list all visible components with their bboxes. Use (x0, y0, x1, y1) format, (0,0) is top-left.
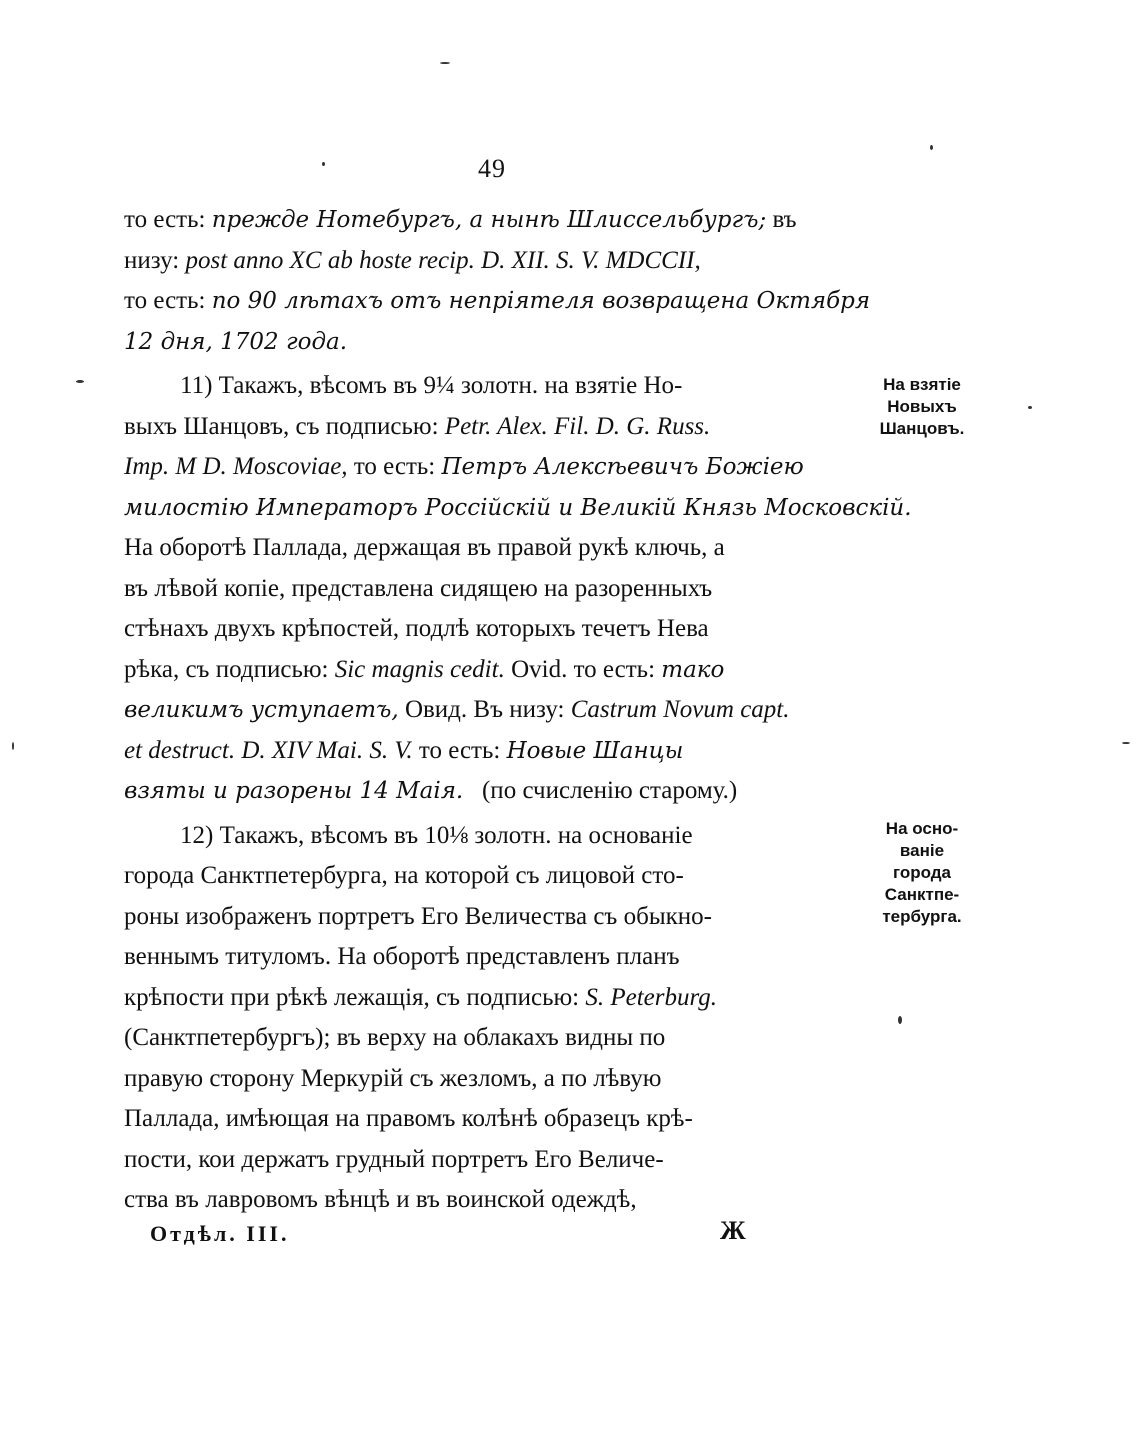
text-line (124, 447, 858, 488)
page-number: 49 (478, 154, 506, 183)
text-span: Паллада, имѣющая на правомъ колѣнѣ образецъ крѣ- (124, 1105, 693, 1132)
margin-note-line: Санктпе- (884, 885, 960, 904)
text-line (124, 1180, 858, 1221)
italic-span: Новые Шанцы (506, 737, 684, 764)
text-line (124, 731, 858, 772)
text-span: (Санктпетербургъ); въ верху на облакахъ видны по (124, 1024, 666, 1051)
text-span: выхъ Шанцовъ, съ подписью: (124, 412, 445, 440)
text-span: въ лѣвой копiе, представлена сидящею на разоренныхъ (124, 574, 713, 602)
signature-mark: Ж (720, 1216, 746, 1245)
italic-span: Imp. M D. Moscoviae, (124, 453, 348, 480)
text-span: пости, кои держатъ грудный портретъ Его Величе- (124, 1145, 664, 1173)
text-line (124, 816, 858, 857)
scan-speck (440, 62, 450, 64)
text-span: На оборотѣ Паллада, держащая въ правой рукѣ ключь, а (124, 534, 725, 561)
text-line (124, 528, 858, 569)
italic-span: et destruct. D. XIV Mai. S. V. (124, 736, 413, 764)
scan-speck (1122, 742, 1130, 744)
scan-speck (76, 380, 84, 383)
text-line (124, 1140, 858, 1181)
text-line (124, 856, 858, 897)
text-line (124, 937, 858, 978)
text-span: то есть: (124, 206, 212, 233)
italic-span: 12 дня, 1702 года. (124, 328, 348, 355)
italic-span: post anno XC ab hoste recip. D. XII. S. V. MDCCII, (185, 246, 701, 274)
text-line (124, 569, 858, 610)
text-line (124, 281, 871, 322)
margin-note-founding-petersburg (866, 818, 978, 928)
text-span: то есть: (412, 736, 507, 764)
text-line (124, 978, 858, 1019)
text-span: роны изображенъ портретъ Его Величества съ обыкно- (124, 902, 712, 930)
text-line (124, 407, 858, 448)
text-span: 11) Такажъ, вѣсомъ въ 9¼ золотн. на взятiе Но- (180, 372, 683, 399)
italic-span: S. Peterburg. (585, 983, 718, 1011)
text-span: низу: (124, 246, 186, 274)
text-line (124, 771, 858, 812)
main-text (124, 200, 912, 1221)
text-span: то есть: (347, 453, 442, 480)
text-span: стѣнахъ двухъ крѣпостей, подлѣ которыхъ течетъ Нева (124, 615, 709, 642)
text-span: въ (766, 206, 797, 233)
text-line (124, 609, 858, 650)
text-span: (по счисленiю старому.) (463, 777, 738, 804)
margin-note-line: На осно- (885, 819, 959, 838)
paragraph-12 (124, 816, 858, 1221)
text-line (124, 1099, 858, 1140)
text-span: то есть: (124, 287, 212, 314)
margin-note-line: ванiе (899, 841, 945, 860)
text-line (124, 488, 912, 529)
text-line (124, 650, 858, 691)
scan-speck (930, 145, 933, 150)
italic-span: взяты и разорены 14 Маiя. (124, 778, 464, 804)
scan-speck (898, 1016, 902, 1024)
text-span: Ovid. то есть: (504, 655, 662, 683)
margin-note-line: Шанцовъ. (879, 419, 965, 438)
margin-note-new-fortifications (866, 374, 978, 440)
italic-span: великимъ уступаетъ, (124, 697, 399, 723)
text-line (124, 1059, 858, 1100)
text-line (124, 1018, 858, 1059)
text-line (124, 897, 858, 938)
section-footer: Отдѣл. III. (150, 1221, 290, 1246)
text-line (124, 322, 858, 363)
italic-span: Петръ Алексѣевичъ Божiею (441, 454, 804, 480)
text-line (124, 241, 858, 282)
margin-note-line: Новыхъ (887, 397, 957, 416)
text-span: 12) Такажъ, вѣсомъ въ 10⅛ золотн. на основанiе (180, 821, 693, 849)
text-span: веннымъ титуломъ. На оборотѣ представленъ планъ (124, 943, 680, 970)
scan-speck (322, 162, 325, 166)
italic-span: Petr. Alex. Fil. D. G. Russ. (444, 412, 711, 440)
margin-note-line: На взятiе (883, 375, 961, 394)
scan-speck (12, 742, 14, 750)
text-span: города Санктпетербурга, на которой съ лицовой сто- (124, 862, 684, 889)
italic-span: прежде Нотебургъ, а нынѣ Шлиссельбургъ; (211, 207, 767, 233)
text-line (124, 366, 858, 407)
margin-note-line: города (892, 863, 952, 882)
text-span: Овид. Въ низу: (398, 696, 571, 723)
margin-note-line: тербурга. (882, 907, 962, 926)
italic-span: Castrum Novum capt. (570, 696, 790, 723)
italic-span: Sic magnis cedit. (334, 655, 505, 683)
text-span: правую сторону Меркурiй съ жезломъ, а по лѣвую (124, 1064, 662, 1092)
italic-span: милостiю Императоръ Россiйскiй и Великiй Князь Московскiй. (124, 494, 912, 521)
italic-span: тако (661, 656, 725, 683)
italic-span: по 90 лѣтахъ отъ непрiятеля возвращена Октября (211, 288, 871, 314)
scan-speck (1028, 406, 1032, 409)
text-line (124, 200, 858, 241)
text-span: ства въ лавровомъ вѣнцѣ и въ воинской одеждѣ, (124, 1186, 637, 1213)
text-span: крѣпости при рѣкѣ лежащiя, съ подписью: (124, 983, 586, 1011)
text-span: рѣка, съ подписью: (124, 655, 335, 683)
text-line (124, 690, 858, 731)
paragraph-11 (124, 366, 912, 812)
